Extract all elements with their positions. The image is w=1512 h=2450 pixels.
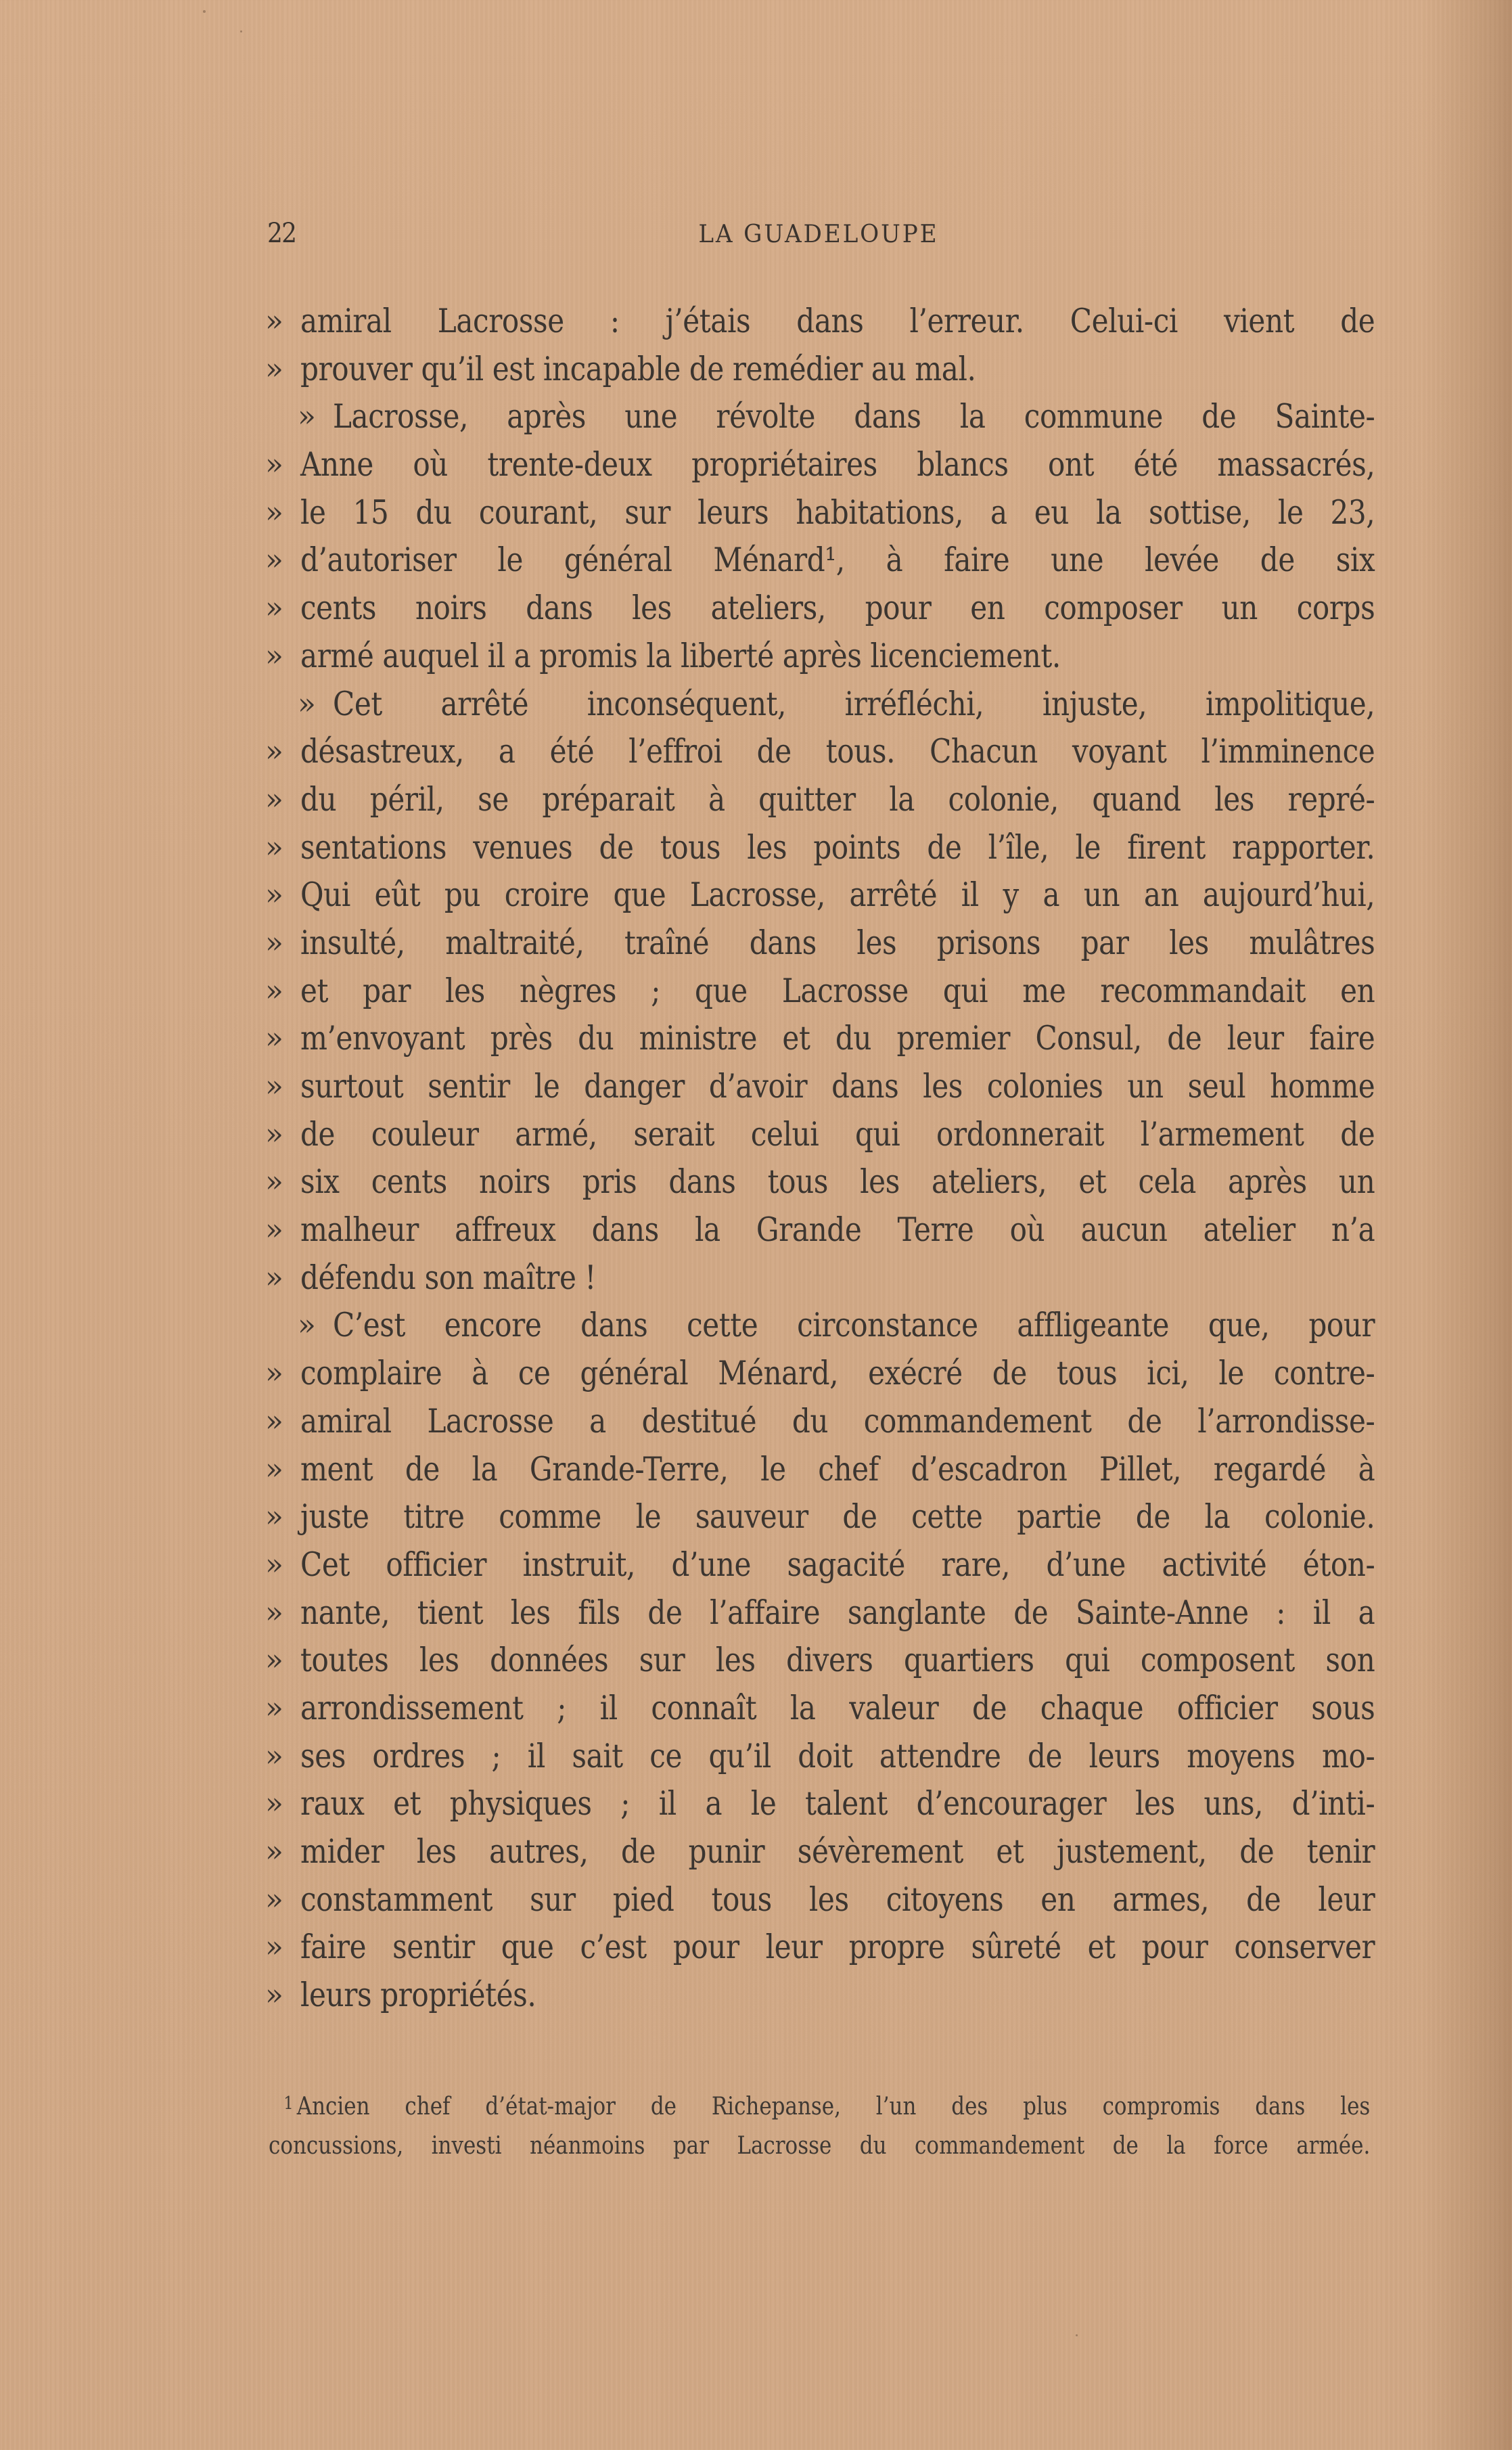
line-text-container [300, 1733, 1375, 1781]
text-line [265, 489, 1375, 537]
text-line [265, 1158, 1375, 1206]
text-line [265, 1541, 1375, 1589]
quotation-mark: » [265, 1260, 283, 1295]
text-line [265, 1350, 1375, 1398]
quotation-mark: » [265, 1930, 283, 1965]
line-text-container [300, 585, 1375, 633]
quotation-mark: » [265, 1499, 283, 1535]
line-text: et par les nègres ; que Lacrosse qui me recommandait en [300, 971, 1375, 1010]
quotation-mark: » [265, 1403, 283, 1438]
text-line [265, 1015, 1375, 1063]
line-text-container [300, 1015, 1375, 1063]
body-text [265, 298, 1375, 2020]
line-text-container [300, 1254, 1375, 1302]
line-text: Cet arrêté inconséquent, irréfléchi, injuste, impolitique, [333, 684, 1375, 723]
footnote-line-content [269, 2127, 1370, 2166]
line-text: ses ordres ; il sait ce qu’il doit attendre de leurs moyens mo- [300, 1736, 1375, 1775]
line-text: d’autoriser le général Ménard¹, à faire une levée de six [300, 541, 1375, 580]
line-text: raux et physiques ; il a le talent d’encourager les uns, d’inti- [300, 1784, 1375, 1823]
quotation-mark: » [265, 781, 283, 817]
quotation-mark: » [265, 830, 283, 865]
quotation-mark: » [265, 734, 283, 769]
text-line [265, 1589, 1375, 1637]
text-line [265, 1733, 1375, 1781]
line-text: amiral Lacrosse a destitué du commandement de l’arrondisse- [300, 1401, 1375, 1440]
line-text: leurs propriétés. [300, 1976, 536, 2015]
line-text: défendu son maître ! [300, 1258, 596, 1297]
quotation-mark: » [265, 973, 283, 1008]
line-text-container [300, 776, 1375, 824]
line-text-container [333, 681, 1375, 729]
quotation-mark: » [265, 1738, 283, 1773]
quotation-mark: » [265, 1786, 283, 1821]
quotation-mark: » [265, 591, 283, 626]
text-line [265, 441, 1375, 489]
quotation-mark: » [265, 925, 283, 960]
text-line [265, 776, 1375, 824]
text-line [265, 1206, 1375, 1254]
line-text-container [300, 1063, 1375, 1111]
line-text-container [300, 1398, 1375, 1446]
line-text-container [333, 1302, 1375, 1350]
line-text: juste titre comme le sauveur de cette partie de la colonie. [300, 1497, 1375, 1537]
text-line [265, 1446, 1375, 1494]
line-text: prouver qu’il est incapable de remédier au mal. [300, 349, 976, 388]
line-text: armé auquel il a promis la liberté après licenciement. [300, 636, 1061, 675]
line-text-container [333, 393, 1375, 441]
quotation-mark: » [265, 1212, 283, 1248]
line-text-container [300, 1493, 1375, 1541]
text-line [265, 1254, 1375, 1302]
running-title-text: LA GUADELOUPE [698, 221, 939, 248]
quotation-mark: » [265, 1356, 283, 1391]
line-text-container [300, 1350, 1375, 1398]
quotation-mark: » [265, 1021, 283, 1056]
line-text-container [300, 824, 1375, 872]
line-text-container [300, 1541, 1375, 1589]
line-text: faire sentir que c’est pour leur propre sûreté et pour conserver [300, 1928, 1375, 1967]
text-line [265, 1828, 1375, 1876]
quotation-mark: » [265, 1547, 283, 1582]
quotation-mark: » [265, 1882, 283, 1917]
line-text: mider les autres, de punir sévèrement et justement, de tenir [300, 1832, 1375, 1871]
line-text: sentations venues de tous les points de l’île, le firent rapporter. [300, 827, 1375, 867]
line-text: du péril, se préparait à quitter la colonie, quand les repré- [300, 779, 1375, 819]
quotation-mark: » [265, 1069, 283, 1104]
line-text: Lacrosse, après une révolte dans la commune de Sainte- [333, 397, 1375, 436]
text-line [265, 1111, 1375, 1159]
text-line [265, 1780, 1375, 1828]
line-text: m’envoyant près du ministre et du premier Consul, de leur faire [300, 1019, 1375, 1058]
line-text: le 15 du courant, sur leurs habitations, a eu la sottise, le 23, [300, 493, 1375, 532]
line-text: désastreux, a été l’effroi de tous. Chacun voyant l’imminence [300, 732, 1375, 771]
line-text: insulté, maltraité, traîné dans les prisons par les mulâtres [300, 923, 1375, 962]
line-text: amiral Lacrosse : j’étais dans l’erreur. Celui-ci vient de [300, 302, 1375, 340]
line-text: constamment sur pied tous les citoyens en armes, de leur [300, 1880, 1375, 1919]
paper-speck [240, 30, 242, 32]
text-line [265, 968, 1375, 1016]
line-text: Anne où trente-deux propriétaires blancs ont été massacrés, [300, 445, 1375, 484]
line-text-container [300, 968, 1375, 1016]
quotation-mark: » [265, 1116, 283, 1152]
running-title [267, 221, 1370, 248]
text-line [265, 393, 1375, 441]
text-line [265, 1685, 1375, 1733]
text-line [265, 1302, 1375, 1350]
line-text: toutes les données sur les divers quartiers qui composent son [300, 1641, 1375, 1680]
quotation-mark: » [265, 447, 283, 482]
page-number: 22 [267, 218, 296, 249]
line-text: C’est encore dans cette circonstance affligeante que, pour [333, 1306, 1375, 1345]
text-line [265, 1924, 1375, 1972]
text-line [265, 1876, 1375, 1924]
line-text: de couleur armé, serait celui qui ordonnerait l’armement de [300, 1114, 1375, 1154]
page-header [267, 218, 1370, 258]
text-line [265, 1972, 1375, 2020]
line-text-container [300, 1972, 1375, 2020]
line-text: Qui eût pu croire que Lacrosse, arrêté il y a un an aujourd’hui, [300, 876, 1375, 915]
text-line [265, 633, 1375, 681]
text-line [265, 346, 1375, 394]
footnote-marker: 1 [283, 2093, 294, 2114]
quotation-mark: » [265, 1690, 283, 1725]
line-text: complaire à ce général Ménard, exécré de tous ici, le contre- [300, 1354, 1375, 1393]
footnote-line-content [269, 2087, 1370, 2129]
line-text: cents noirs dans les ateliers, pour en composer un corps [300, 589, 1375, 628]
line-text-container [300, 1589, 1375, 1637]
quotation-mark: » [265, 1451, 283, 1487]
line-text-container [300, 1206, 1375, 1254]
line-text: ment de la Grande-Terre, le chef d’escadron Pillet, regardé à [300, 1449, 1375, 1489]
text-line [265, 298, 1375, 346]
line-text: Cet officier instruit, d’une sagacité rare, d’une activité éton- [300, 1545, 1375, 1584]
quotation-mark: » [265, 543, 283, 578]
quotation-mark: » [298, 399, 316, 434]
line-text-container [300, 871, 1375, 920]
quotation-mark: » [265, 1164, 283, 1200]
text-line [265, 681, 1375, 729]
quotation-mark: » [265, 878, 283, 913]
paper-speck [203, 10, 206, 13]
line-text-container [300, 1685, 1375, 1733]
text-line [265, 728, 1375, 776]
footnotes [269, 2087, 1370, 2166]
quotation-mark: » [265, 1643, 283, 1678]
text-line [265, 1063, 1375, 1111]
text-line [265, 871, 1375, 920]
footnote-line [269, 2127, 1370, 2166]
line-text-container [300, 346, 1375, 394]
text-line [265, 1637, 1375, 1685]
quotation-mark: » [265, 638, 283, 673]
line-text-container [300, 920, 1375, 968]
paper-speck [1076, 2334, 1078, 2336]
line-text-container [300, 441, 1375, 489]
footnote-text: concussions, investi néanmoins par Lacrosse du commandement de la force armée. [269, 2132, 1371, 2160]
quotation-mark: » [298, 686, 316, 721]
line-text-container [300, 1828, 1375, 1876]
quotation-mark: » [265, 495, 283, 530]
quotation-mark: » [298, 1308, 316, 1343]
line-text-container [300, 1111, 1375, 1159]
line-text-container [300, 633, 1375, 681]
line-text-container [300, 489, 1375, 537]
quotation-mark: » [265, 351, 283, 386]
text-line [265, 824, 1375, 872]
line-text-container [300, 1780, 1375, 1828]
line-text-container [300, 1876, 1375, 1924]
line-text-container [300, 1637, 1375, 1685]
quotation-mark: » [265, 1834, 283, 1869]
line-text-container [300, 298, 1375, 346]
line-text-container [300, 728, 1375, 776]
line-text: six cents noirs pris dans tous les ateliers, et cela après un [300, 1162, 1375, 1202]
line-text-container [300, 1924, 1375, 1972]
quotation-mark: » [265, 1595, 283, 1630]
footnote-text: Ancien chef d’état-major de Richepanse, l’un des plus compromis dans les [296, 2093, 1371, 2120]
text-line [265, 1398, 1375, 1446]
line-text-container [300, 1446, 1375, 1494]
text-line [265, 920, 1375, 968]
line-text-container [300, 1158, 1375, 1206]
line-text: malheur affreux dans la Grande Terre où aucun atelier n’a [300, 1210, 1375, 1250]
footnote-line [269, 2087, 1370, 2127]
line-text: surtout sentir le danger d’avoir dans les colonies un seul homme [300, 1067, 1375, 1106]
text-line [265, 537, 1375, 585]
text-line [265, 1493, 1375, 1541]
text-line [265, 585, 1375, 633]
line-text: arrondissement ; il connaît la valeur de chaque officier sous [300, 1688, 1375, 1727]
quotation-mark: » [265, 1978, 283, 2013]
quotation-mark: » [265, 304, 283, 338]
line-text: nante, tient les fils de l’affaire sanglante de Sainte-Anne : il a [300, 1593, 1375, 1632]
paper-speck [1285, 1137, 1287, 1139]
line-text-container [300, 537, 1375, 585]
